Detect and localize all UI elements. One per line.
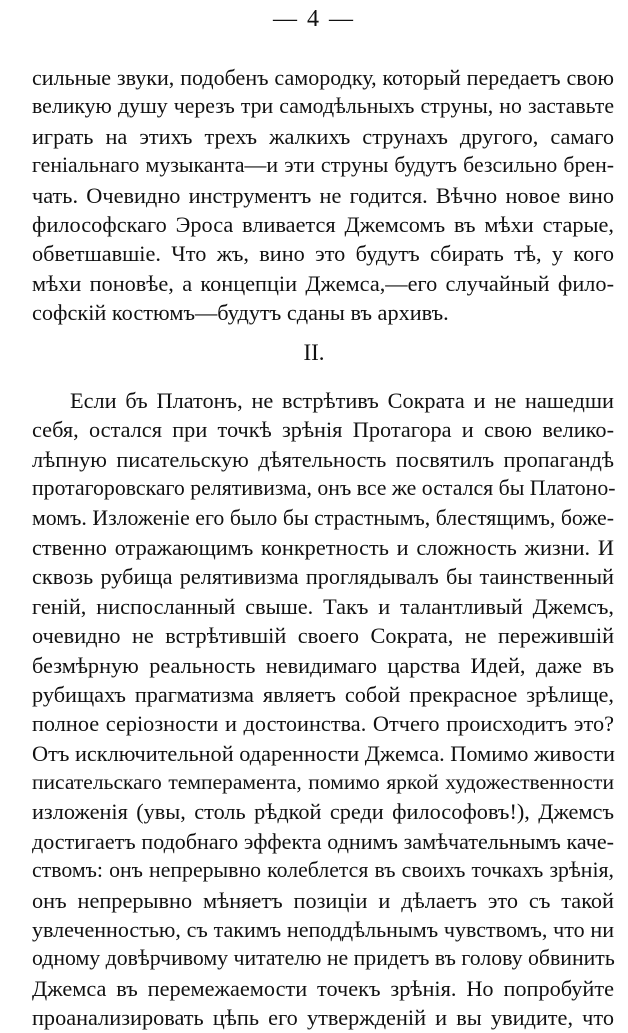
text-line: ственно отражающимъ конкретность и сложность жизни. И (32, 534, 614, 560)
text-line: чать. Очевидно инструментъ не годится. Вѣчно новое вино (32, 182, 614, 208)
text-line: мѣхи поновѣе, а концепціи Джемса,—его случайный фило- (32, 270, 614, 296)
text-line: обветшавшіе. Что жъ, вино это будутъ сбирать тѣ, у кого (32, 241, 614, 267)
text-line: софскій костюмъ—будутъ сданы въ архивъ. (32, 300, 449, 326)
text-line: писательскаго темперамента, помимо яркой художественности (32, 770, 614, 795)
text-line: философскаго Эроса вливается Джемсомъ въ мѣхи старые, (32, 211, 614, 237)
text-line: увлеченностью, съ такимъ неподдѣльнымъ чувствомъ, что ни (32, 917, 614, 943)
text-line: очевидно не встрѣтившій своего Сократа, не пережившій (32, 623, 614, 649)
text-line: достигаетъ подобнаго эффекта однимъ замѣчательнымъ каче- (32, 828, 614, 854)
text-line: великую душу черезъ три самодѣльныхъ струны, но заставьте (32, 94, 614, 119)
text-line: играть на этихъ трехъ жалкихъ струнахъ другого, самаго (32, 123, 614, 149)
section-heading: II. (303, 340, 325, 365)
text-line: изложенія (увы, столь рѣдкой среди философовъ!), Джемсъ (32, 799, 614, 825)
text-line: безмѣрную реальность невидимаго царства Идей, даже въ (32, 652, 614, 678)
page-number: — 4 — (273, 6, 355, 32)
text-line: геній, ниспосланный свыше. Такъ и талантливый Джемсъ, (32, 593, 614, 619)
text-line: одному довѣрчивому читателю не придетъ въ голову обвинить (32, 946, 615, 971)
text-line: полное серіозности и достоинства. Отчего происходитъ это? (32, 711, 614, 737)
text-line: себя, остался при точкѣ зрѣнія Протагора и свою велико- (32, 417, 614, 443)
text-line: Отъ исключительной одаренности Джемса. Помимо живости (32, 740, 615, 766)
text-line: ствомъ: онъ непрерывно колеблется въ своихъ точкахъ зрѣнія, (32, 858, 614, 883)
text-line: сильные звуки, подобенъ самородку, который передаетъ свою (32, 65, 614, 90)
text-line: лѣпную писательскую дѣятельность посвятилъ пропагандѣ (32, 446, 614, 472)
text-line: момъ. Изложеніе его было бы страстнымъ, блестящимъ, боже- (32, 505, 614, 530)
paragraph-2 (32, 386, 614, 1033)
text-line: Если бъ Платонъ, не встрѣтивъ Сократа и не нашедши (70, 388, 614, 413)
text-line: онъ непрерывно мѣняетъ позиціи и дѣлаетъ это съ такой (32, 887, 614, 913)
text-line: рубищахъ прагматизма являетъ собой прекрасное зрѣлище, (32, 681, 614, 707)
paragraph-1 (32, 63, 614, 328)
text-line: Джемса въ перемежаемости точекъ зрѣнія. Но попробуйте (32, 975, 614, 1001)
text-line: сквозь рубища релятивизма проглядывалъ бы таинственный (32, 564, 614, 590)
text-line: протагоровскаго релятивизма, онъ все же остался бы Платоно- (32, 476, 616, 501)
text-line: проанализировать цѣпь его утвержденій и вы увидите, что (32, 1005, 614, 1031)
text-line: геніальнаго музыканта—и эти струны будутъ безсильно брен- (32, 153, 614, 178)
